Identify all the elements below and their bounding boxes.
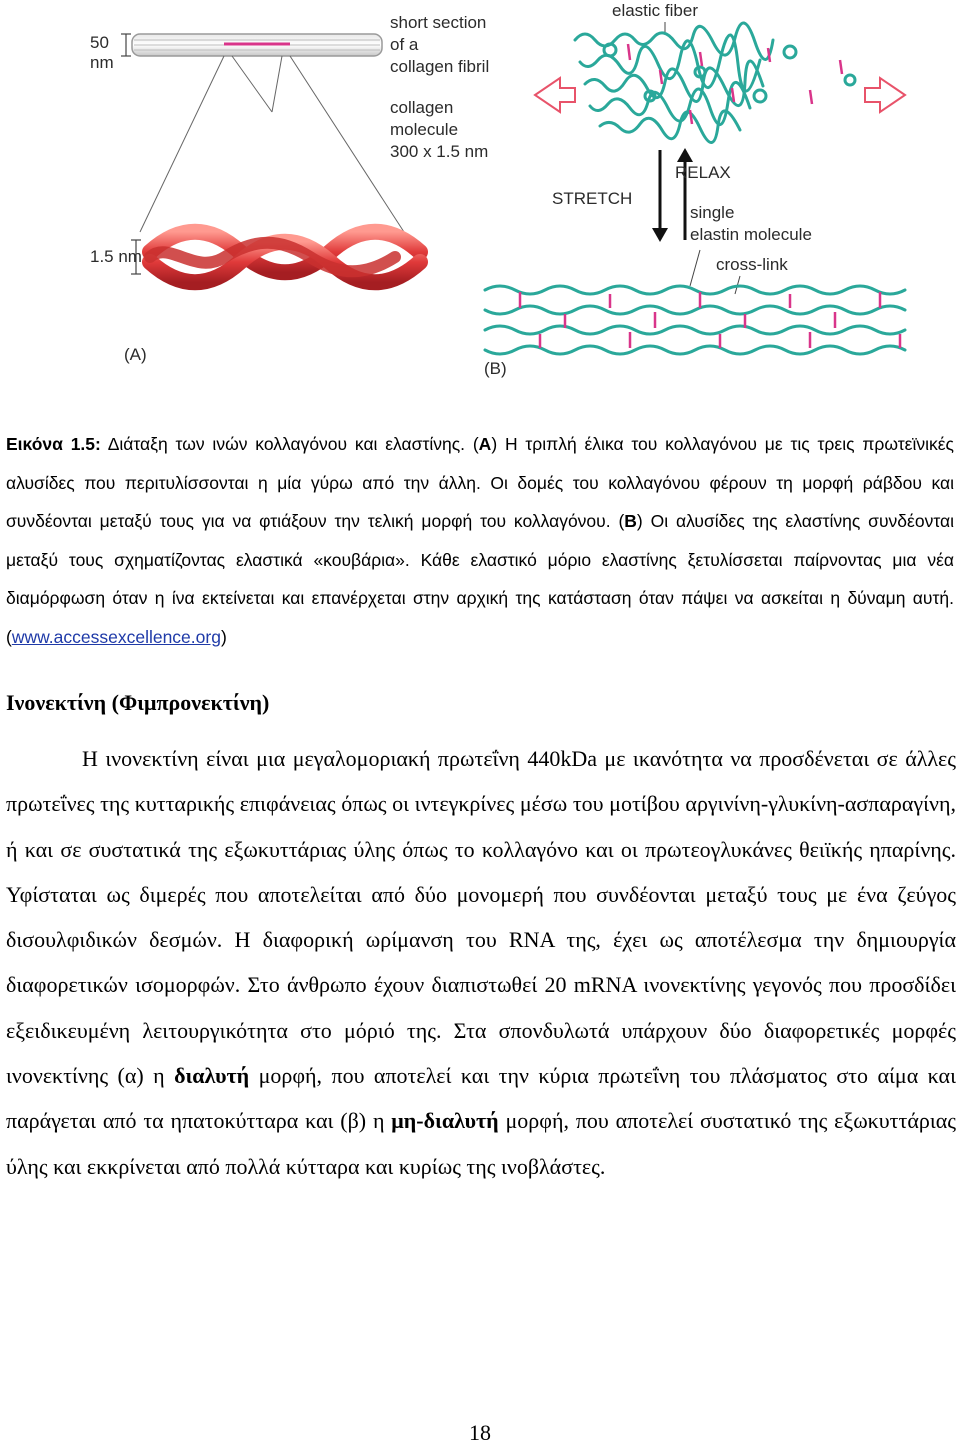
elastic-fiber-relaxed — [575, 23, 855, 143]
label-fibril-3: collagen fibril — [390, 57, 490, 76]
caption-text-2: ) Η τριπλή έλικα του κολλαγόνου με τις τρεις πρωτεϊνικές αλυσίδες που περιτυλίσσονται η μία γύρω από την άλλη. Οι δομές του κολλαγόνου φέρουν τη μορφή ράβδου και συνδέονται μεταξύ τους για να φτιάξουν την τελική μορφή του κολλαγόνου. ( — [6, 434, 954, 531]
zoom-lines — [140, 56, 404, 232]
arrow-left-icon — [535, 78, 575, 112]
label-molecule-3: 300 x 1.5 nm — [390, 142, 489, 161]
elastic-fiber-stretched — [485, 286, 905, 354]
panel-a-letter: (A) — [124, 345, 147, 364]
label-1-5nm: 1.5 nm — [90, 247, 142, 266]
term-dialyti: διαλυτή — [174, 1063, 250, 1089]
arrow-right-icon — [865, 78, 905, 112]
source-link[interactable]: www.accessexcellence.org — [11, 626, 221, 647]
paragraph-part-2: μορφή, που αποτελεί και την κύρια πρωτεΐνη του πλάσματος στο αίμα και παράγεται από τα ηπατοκύτταρα και (β) η — [6, 1063, 957, 1134]
section-heading: Ινονεκτίνη (Φιμπρονεκτίνη) — [6, 690, 270, 715]
arrow-down-stretch-icon — [652, 150, 668, 242]
caption-text-1: Διάταξη των ινών κολλαγόνου και ελαστίνης. ( — [100, 434, 479, 454]
page-number: 18 — [469, 1420, 491, 1445]
term-mi-dialyti: μη-διαλυτή — [391, 1108, 499, 1134]
section-paragraph — [6, 736, 956, 1189]
label-crosslink: cross-link — [716, 255, 788, 274]
paragraph-part-3: μορφή, που αποτελεί συστατικό της εξωκυττάριας ύλης και εκκρίνεται από πολλά κύτταρα και κυρίως της ινοβλάστες. — [6, 1108, 956, 1179]
label-fibril-2: of a — [390, 35, 419, 54]
caption-b: Β — [624, 511, 637, 531]
caption-prefix: Εικόνα 1.5: — [6, 434, 101, 454]
label-elastic-fiber: elastic fiber — [612, 1, 698, 20]
paragraph-part-1: Η ινονεκτίνη είναι μια μεγαλομοριακή πρωτεΐνη 440kDa με ικανότητα να προσδένεται σε άλλες πρωτεΐνες της κυτταρικής επιφάνειας όπως οι ιντεγκρίνες μέσω του μοτίβου αργινίνη-γλυκίνη-ασπαραγίνη, ή και σε συστατικά της εξωκυττάριας ύλης όπως το κολλαγόνο και οι πρωτεογλυκάνες θειϊκής ηπαρίνης. Υφίσταται ως διμερές που αποτελείται από δύο μονομερή που συνδέονται μεταξύ τους με ένα ζεύγος δισουλφιδικών δεσμών. Η διαφορική ωρίμανση του RNA της, έχει ως αποτέλεσμα την δημιουργία διαφορετικών ισομορφών. Στο άνθρωπο έχουν διαπιστωθεί 20 mRNA ινονεκτίνης γεγονός που προσδίδει εξειδικευμένη λειτουργικότητα στο μόριό της. Στα σπονδυλωτά υπάρχουν δύο διαφορετικές μορφές ινονεκτίνης (α) η — [6, 746, 956, 1089]
panel-b-letter: (B) — [484, 359, 507, 378]
label-stretch: STRETCH — [552, 189, 633, 208]
crosslinks-stretched — [520, 292, 900, 348]
label-relax: RELAX — [675, 163, 731, 182]
label-50: 50 — [90, 33, 109, 52]
label-molecule-1: collagen — [390, 98, 454, 117]
label-fibril-1: short section — [390, 13, 487, 32]
bracket-50nm — [121, 34, 131, 56]
label-single-2: elastin molecule — [690, 225, 812, 244]
label-molecule-2: molecule — [390, 120, 459, 139]
collagen-fibril — [132, 34, 382, 56]
collagen-triple-helix — [150, 232, 420, 283]
caption-text-4: ) — [220, 626, 227, 647]
caption-a: Α — [478, 434, 492, 454]
caption-text-3: ) Οι αλυσίδες της ελαστίνης συνδέονται μεταξύ τους σχηματίζοντας ελαστικά «κουβάρια». Κάθε ελαστικό μόριο ελαστίνης ξετυλίσσεται παίρνοντας μια νέα διαμόρφωση όταν η ίνα εκτείνεται και επανέρχεται στην αρχική της κατάσταση όταν πάψει να ασκείται η δύναμη αυτή. ( — [6, 511, 955, 647]
label-nm: nm — [90, 53, 114, 72]
label-single-1: single — [690, 203, 735, 222]
collagen-elastin-figure — [0, 0, 960, 390]
figure-caption — [6, 425, 954, 656]
